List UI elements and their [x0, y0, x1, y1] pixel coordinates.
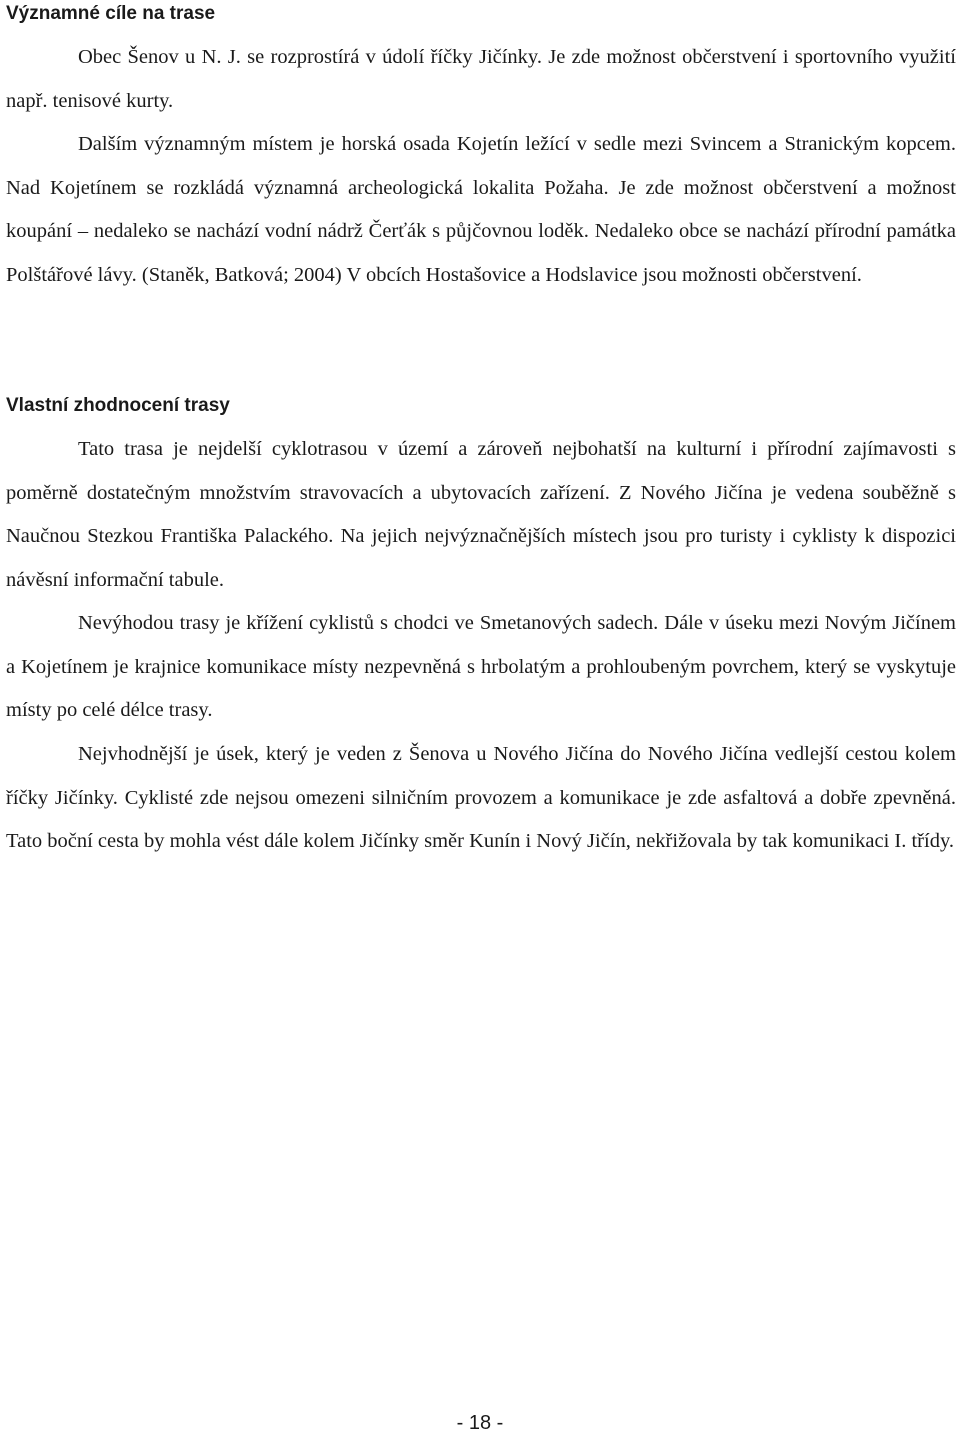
paragraph-best-section	[6, 733, 956, 864]
paragraph-senov	[6, 36, 956, 123]
paragraph-senov-text: Obec Šenov u N. J. se rozprostírá v údolí říčky Jičínky. Je zde možnost občerstvení i sportovního využití např. tenisové kurty.	[6, 46, 956, 112]
paragraph-route-overview	[6, 428, 956, 602]
paragraph-disadvantages	[6, 602, 956, 733]
section-heading-destinations: Významné cíle na trase	[6, 3, 216, 24]
paragraph-disadvantages-text: Nevýhodou trasy je křížení cyklistů s chodci ve Smetanových sadech. Dále v úseku mezi Novým Jičínem a Kojetínem je krajnice komunikace místy nezpevněná s hrbolatým a prohloubeným povrchem, který se vyskytuje místy po celé délce trasy.	[6, 612, 956, 722]
paragraph-route-overview-text: Tato trasa je nejdelší cyklotrasou v území a zároveň nejbohatší na kulturní i přírodní zajímavosti s poměrně dostatečným množstvím stravovacích a ubytovacích zařízení. Z Nového Jičína je vedena souběžně s Naučnou Stezkou Františka Palackého. Na jejich nejvýznačnějších místech jsou pro turisty i cyklisty k dispozici návěsní informační tabule.	[6, 438, 956, 591]
section-heading-evaluation: Vlastní zhodnocení trasy	[6, 395, 230, 416]
paragraph-kojetin	[6, 123, 956, 297]
paragraph-kojetin-text: Dalším významným místem je horská osada Kojetín ležící v sedle mezi Svincem a Stranickým kopcem. Nad Kojetínem se rozkládá významná archeologická lokalita Požaha. Je zde možnost občerstvení a možnost koupání – nedaleko se nachází vodní nádrž Čerťák s půjčovnou loděk. Nedaleko obce se nachází přírodní památka Polštářové lávy. (Staněk, Batková; 2004) V obcích Hostašovice a Hodslavice jsou možnosti občerstvení.	[6, 133, 956, 286]
paragraph-best-section-text: Nejvhodnější je úsek, který je veden z Šenova u Nového Jičína do Nového Jičína vedlejší cestou kolem říčky Jičínky. Cyklisté zde nejsou omezeni silničním provozem a komunikace je zde asfaltová a dobře zpevněná. Tato boční cesta by mohla vést dále kolem Jičínky směr Kunín i Nový Jičín, nekřižovala by tak komunikaci I. třídy.	[6, 743, 956, 853]
page-number: - 18 -	[456, 1412, 504, 1434]
